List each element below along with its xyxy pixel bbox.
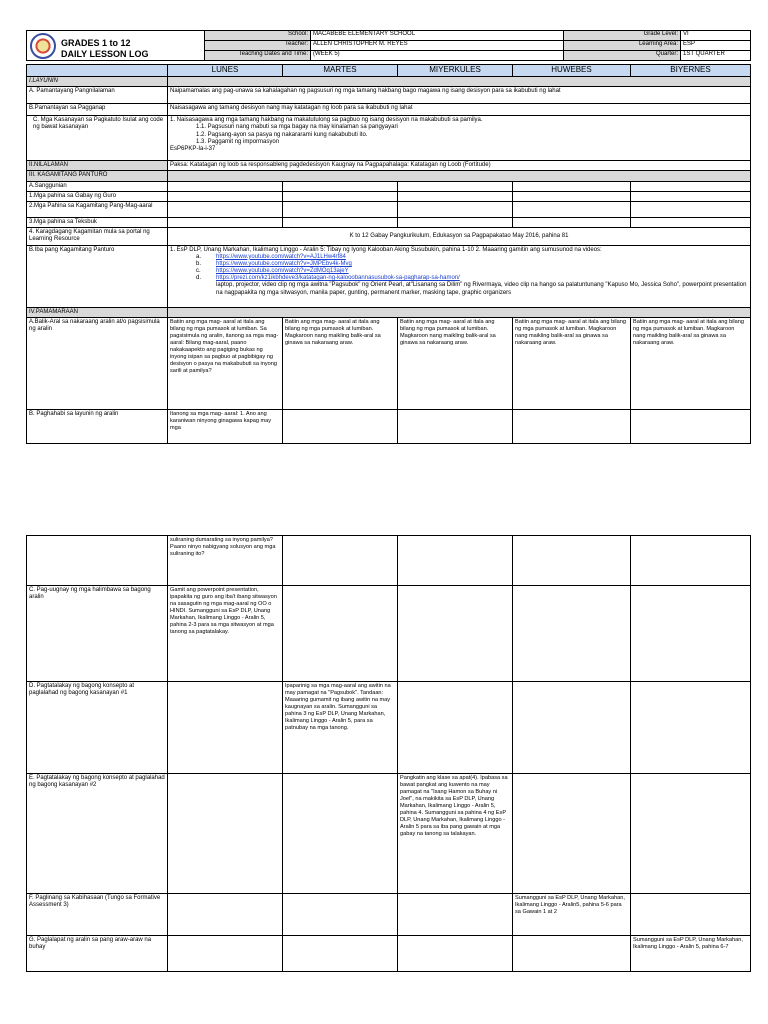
cell <box>398 409 513 443</box>
cell <box>398 181 513 191</box>
balik-aral-miyerkules: Batiin ang mga mag- aaral at itala ang bilang ng mga pumasok at lumiban. Magkaroon nang maikling balik-aral sa ginawa sa nakaraang araw. <box>398 317 513 409</box>
row-label-karagdagang-kagamitan: 4. Karagdagang Kagamitan mula sa portal ng Learning Resource <box>27 228 168 245</box>
video-link-c[interactable]: https://www.youtube.com/watch?v=ZdMOq13ajeY <box>216 268 349 275</box>
cell <box>631 536 751 586</box>
cell <box>168 181 283 191</box>
row-label-teksbuk: 3.Mga pahina sa Teksbuk <box>27 217 168 227</box>
day-huwebes: HUWEBES <box>513 65 631 77</box>
cell <box>631 682 751 774</box>
days-row <box>27 65 751 77</box>
link-letter: c. <box>196 268 201 275</box>
balik-aral-biyernes: Batiin ang mga mag- aaral at itala ang bilang ng mga pumasok at lumiban. Magkaroon nang maikling balik-aral sa ginawa sa nakaraang araw. <box>631 317 751 409</box>
row-label-balik-aral: A.Balik-Aral sa nakaraang aralin at/o pagsisimula ng aralin <box>27 317 168 409</box>
grade-label: Grade Level: <box>564 31 681 41</box>
cell <box>283 181 398 191</box>
lesson-log-page-1 <box>26 30 750 444</box>
pagtatalakay-2-miyerkules: Pangkatin ang klase sa apat(4). Ipabasa sa bawat pangkat ang kuwento na may pamagat na "Isang Hamon sa Buhay ni Joel", na makikita sa EsP DLP, Unang Markahan, Ikalimang Linggo - Aralin 5, pahina 4. Sumangguni sa pahina 4 ng EsP DLP, Unang Markahan, Ikalimang Linggo - Aralin 5 para sa iba pang gawain at mga gabay na tanong sa talakayan. <box>398 774 513 894</box>
header-table <box>26 30 751 61</box>
video-link-item <box>196 254 748 261</box>
cell <box>513 201 631 217</box>
cell <box>27 536 168 586</box>
row-label-pagtatalakay-2: E. Pagtatalakay ng bagong konsepto at paglalahad ng bagong kasanayan #2 <box>27 774 168 894</box>
cell <box>513 586 631 682</box>
day-martes: MARTES <box>283 65 398 77</box>
deped-seal-icon <box>30 33 56 59</box>
cell <box>168 191 283 201</box>
row-label-paglalapat: G. Paglalapat ng aralin sa pang araw-araw na buhay <box>27 936 168 972</box>
cell <box>513 936 631 972</box>
cell <box>398 217 513 227</box>
cell <box>631 409 751 443</box>
kasanayan-cell <box>168 116 751 161</box>
video-link-item <box>196 261 748 268</box>
teacher-label: Teacher: <box>205 41 311 51</box>
layunin-fill <box>168 77 751 87</box>
karagdagang-kagamitan-text: K to 12 Gabay Pangkurikulum, Edukasyon sa Pagpapakatao May 2016, pahina 81 <box>168 228 751 245</box>
cell <box>513 191 631 201</box>
video-link-d[interactable]: https://prezi.com/kz1ikbhdeve3/katatagan-ng-kalooobannasusubok-sa-pagharap-sa-hamon/ <box>216 275 460 282</box>
quarter-value: 1ST QUARTER <box>681 51 751 61</box>
section-kagamitan: III. KAGAMITANG PANTURO <box>27 171 168 181</box>
row-label-paghahabi: B. Paghahabi sa layunin ng aralin <box>27 409 168 443</box>
section-layunin: I.LAYUNIN <box>27 77 168 87</box>
row-label-kasanayan: C. Mga Kasanayan sa Pagkatuto Isulat ang code ng bawat kasanayan <box>27 116 168 161</box>
balik-aral-huwebes: Batiin ang mga mag- aaral at itala ang bilang ng mga pumasok at lumiban. Magkaroon nang maikling balik-aral sa ginawa sa nakaraang araw. <box>513 317 631 409</box>
cell <box>631 201 751 217</box>
day-blank <box>27 65 168 77</box>
pagtatalakay-1-martes: Ipaparinig sa mga mag-aaral ang awitin na may pamagat na "Pagsubok". Tandaan: Maaaring gumamit ng ibang awitin na may kaugnayan sa aralin. Sumangguni sa pahina 3 ng EsP DLP, Unang Markahan, Ikalimang Linggo - Aralin 5, para sa patnubay na mga tanong. <box>283 682 398 774</box>
link-letter: b. <box>196 260 202 267</box>
cell <box>513 774 631 894</box>
video-link-b[interactable]: https://www.youtube.com/watch?v=JMPEbv4k-Mvg <box>216 260 352 267</box>
row-label-iba-pang-kagamitan: B.Iba pang Kagamitang Panturo <box>27 245 168 307</box>
video-link-a[interactable]: https://www.youtube.com/watch?v=AJ1LHw4rf84 <box>216 253 346 260</box>
video-link-item <box>196 275 748 282</box>
dates-value: (WEEK 5) <box>311 51 564 61</box>
cell <box>631 191 751 201</box>
cell <box>513 682 631 774</box>
header-logo-cell <box>27 31 205 61</box>
kasanayan-code: EsP6PKP-Ia-i-37 <box>170 145 216 152</box>
grade-value: VI <box>681 31 751 41</box>
day-lunes: LUNES <box>168 65 283 77</box>
cell <box>168 217 283 227</box>
paghahabi-lunes-cont: suliraning dumarating sa inyong pamilya? Paano ninyo nabigyang solusyon ang mga suliraning ito? <box>168 536 283 586</box>
cell <box>283 774 398 894</box>
cell <box>168 201 283 217</box>
pag-uugnay-lunes: Gamit ang powerpoint presentation, ipapakita ng guro ang iba't ibang sitwasyon na sasagutin ng mga mag-aaral ng OO o HINDI. Sumangguni sa EsP DLP, Unang Markahan, Ikalimang Linggo - Aralin 5, pahina 2-3 para sa mga sitwasyon at mga tanong sa pagtatalakay. <box>168 586 283 682</box>
iba-pang-kagamitan-tail: laptop, projector, video clip ng mga awitna "Pagsubok" ng Orient Pearl, at"Lisanang sa Dilim" ng Rivermaya, video clip na hango sa palatuntunang "Kapuso Mo, Jessica Soho", powerpoint presentation na nagpapakita ng mga sitwasyon, manila paper, gunting, permanent marker, masking tape, graphic organizers <box>216 282 747 296</box>
cell <box>513 181 631 191</box>
video-link-list <box>170 254 748 283</box>
lesson-log-page-2 <box>26 535 750 972</box>
cell <box>631 774 751 894</box>
row-label-kagamitang-pang-mag-aaral: 2.Mga Pahina sa Kagamitang Pang-Mag-aaral <box>27 201 168 217</box>
row-label-paglinang: F. Paglinang sa Kabihasaan (Tungo sa Formative Assessment 3) <box>27 894 168 936</box>
cell <box>513 217 631 227</box>
cell <box>168 774 283 894</box>
paglalapat-biyernes: Sumangguni sa EsP DLP, Unang Markahan, Ikalimang Linggo - Aralin 5, pahina 6-7 <box>631 936 751 972</box>
cell <box>631 181 751 191</box>
cell <box>398 894 513 936</box>
area-label: Learning Area: <box>564 41 681 51</box>
paghahabi-lunes: Itanong sa mga mag- aaral: 1. Ano ang karaniwan ninyong ginagawa kapag may mga <box>168 409 283 443</box>
day-biyernes: BIYERNES <box>631 65 751 77</box>
link-letter: d. <box>196 275 202 282</box>
cell <box>398 936 513 972</box>
school-value: MACABEBE ELEMENTARY SCHOOL <box>311 31 564 41</box>
row-label-pagtatalakay-1: D. Pagtatalakay ng bagong konsepto at paglalahad ng bagong kasanayan #1 <box>27 682 168 774</box>
cell <box>398 586 513 682</box>
area-value: ESP <box>681 41 751 51</box>
balik-aral-martes: Batiin ang mga mag- aaral at itala ang bilang ng mga pumasok at lumiban. Magkaroon nang maikling balik-aral sa ginawa sa nakaraang araw. <box>283 317 398 409</box>
nilalaman-text: Paksa: Katatagan ng loob sa responsableng pagdedesisyon Kaugnay na Pagpapahalaga: Katatagan ng Loob (Fortitude) <box>168 161 751 171</box>
lesson-table-1 <box>26 64 751 444</box>
cell <box>283 936 398 972</box>
kasanayan-sub-1: 1.1. Pagsusuri nang mabuti sa mga bagay na may kinalaman sa pangyayari <box>196 124 398 131</box>
section-pamamaraan: IV.PAMAMARAAN <box>27 307 168 317</box>
pamantayang-pangnilalaman-text: Naipamamalas ang pag-unawa sa kahalagahan ng pagsusuri ng mga tamang hakbang bago magawa ng isang desisyon para sa ikabubuti ng lahat <box>168 87 751 104</box>
kagamitan-fill <box>168 171 751 181</box>
cell <box>631 894 751 936</box>
video-link-item <box>196 268 748 275</box>
cell <box>631 586 751 682</box>
teacher-value: ALLEN CHRISTOPHER M. REYES <box>311 41 564 51</box>
iba-pang-kagamitan-intro: 1. EsP DLP, Unang Markahan, Ikalimang Linggo - Aralin 5: Tibay ng Iyong Kalooban Aking Susubukin, pahina 1-10 2. Maaaring gamitin ang sumusunod na videos: <box>170 246 602 253</box>
day-miyerkules: MIYERKULES <box>398 65 513 77</box>
kasanayan-sub-2: 1.2. Pagsang-ayon sa pasya ng nakararami kung nakabubuti ito. <box>196 131 368 138</box>
pamantayan-pagganap-text: Naisasagawa ang tamang desisyon nang may katatagan ng loob para sa ikabubuti ng lahat <box>168 104 751 116</box>
balik-aral-lunes: Batiin ang mga mag- aaral at itala ang bilang ng mga pumasok at lumiban. Sa pagsisimula ng aralin, itanong sa mga mag-aaral: Bilang mag-aaral, paano nakakaapekto ang pagiging bukas ng inyong isipan sa pagbuo at pagbibigay ng desisyon o pasya na makabubuti sa inyong sarili at pamilya? <box>168 317 283 409</box>
school-label: School: <box>205 31 311 41</box>
pamamaraan-fill <box>168 307 751 317</box>
header-title <box>61 38 149 60</box>
row-label-pag-uugnay: C. Pag-uugnay ng mga halimbawa sa bagong aralin <box>27 586 168 682</box>
cell <box>398 191 513 201</box>
row-label-sanggunian: A.Sanggunian <box>27 181 168 191</box>
kasanayan-sub-3: 1.3. Paggamit ng impormasyon <box>196 138 280 145</box>
cell <box>398 682 513 774</box>
paglinang-huwebes: Sumangguni sa EsP DLP, Unang Markahan, Ikalimang Linggo - Aralin5, pahina 5-6 para sa Gawain 1 at 2 <box>513 894 631 936</box>
cell <box>631 217 751 227</box>
cell <box>283 409 398 443</box>
kasanayan-main: 1. Naisasagawa ang mga tamang hakbang na makatutulong sa pagbuo ng isang desisyon na makabubuti sa pamilya. <box>170 117 483 124</box>
iba-pang-kagamitan-cell <box>168 245 751 307</box>
cell <box>283 217 398 227</box>
title-line-2: DAILY LESSON LOG <box>61 49 149 59</box>
cell <box>283 201 398 217</box>
row-label-pamantayang-pangnilalaman: A. Pamantayang Pangnilalaman <box>27 87 168 104</box>
lesson-table-2 <box>26 535 751 972</box>
cell <box>168 682 283 774</box>
cell <box>398 536 513 586</box>
dates-label: Teaching Dates and Time: <box>205 51 311 61</box>
cell <box>283 536 398 586</box>
section-nilalaman: II.NILALAMAN <box>27 161 168 171</box>
quarter-label: Quarter: <box>564 51 681 61</box>
cell <box>283 894 398 936</box>
cell <box>283 586 398 682</box>
row-label-pamantayan-pagganap: B.Pamantayan sa Pagganap <box>27 104 168 116</box>
row-label-gabay-guro: 1.Mga pahina sa Gabay ng Guro <box>27 191 168 201</box>
cell <box>513 536 631 586</box>
cell <box>168 936 283 972</box>
cell <box>513 409 631 443</box>
cell <box>398 201 513 217</box>
title-line-1: GRADES 1 to 12 <box>61 38 131 48</box>
cell <box>168 894 283 936</box>
link-letter: a. <box>196 253 202 260</box>
cell <box>283 191 398 201</box>
